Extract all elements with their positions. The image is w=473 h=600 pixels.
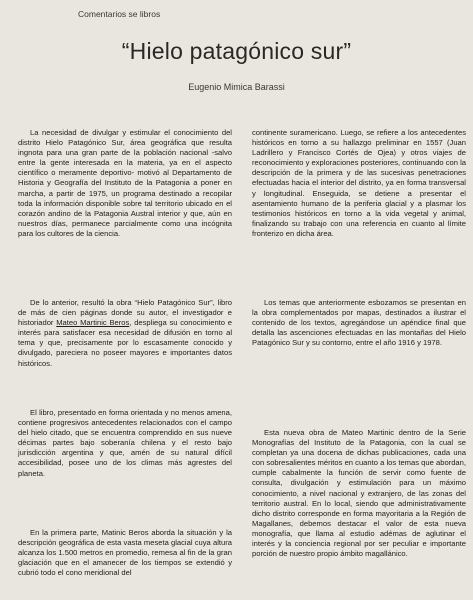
right-paragraph-1: continente suramericano. Luego, se refiere a los antecedentes históricos en torno a su hallazgo preliminar en 1557 (Juan Ladrillero y Francisco Cortés de Ojea) y otros viajes de reconocimiento y exploraciones posteriores, continuando con la descripción de la primera y de las sucesivas penetraciones efectuadas hacia el interior del distrito, ya en forma transversal y longitudinal. Enseguida, se detiene a presentar el asentamiento humano de la periferia glacial y a plasmar los testimonios históricos en torno a la vida vegetal y animal, finalizando su trabajo con una referencia en cuanto al límite fronterizo en dicha área.: [252, 128, 467, 238]
section-label: Comentarios se libros: [78, 9, 161, 19]
article-title: “Hielo patagónico sur”: [121, 38, 352, 64]
right-paragraph-3: Esta nueva obra de Mateo Martinic dentro de la Serie Monografías del Instituto de la Patagonia, con la cual se completan ya una docena de dichas publicaciones, cada una con sobresalientes méritos en cuanto a los temas que abordan, cumple cabalmente la función de servir como fuente de consulta, divulgación y estimulación para un máximo conocimiento, a nivel nacional y extranjero, de las zonas del territorio austral. En lo local, siendo que administrativamente dicho distrito corresponde en forma mayoritaria a la Región de Magallanes, debemos destacar el valor de esta nueva monografía, que llama al estudio adémas de aglutinar el interés y la conciencia regional por ser peculiar e importante porción de nuestro propio ámbito magallánico.: [252, 428, 466, 559]
article-author: Eugenio Mimica Barassi: [188, 82, 285, 92]
left-paragraph-3: El libro, presentado en forma orientada y no menos amena, contiene progresivos antecedentes relacionados con el campo del hielo citado, que se encuentra comprendido en sus nueve décimas partes bajo soberanía chilena y el resto bajo jurisdicción argentina y que, amén de su natural difícil accesibilidad, posee uno de los climas más agrestes del planeta.: [18, 408, 232, 478]
right-paragraph-2: Los temas que anteriormente esbozamos se presentan en la obra complementados por mapas, destinados a ilustrar el contenido de los textos, agregándose un apéndice final que detalla las ascenciones efectuadas en las montañas del Hielo Patagónico Sur y su contorno, entre el año 1916 y 1978.: [252, 298, 466, 348]
left-paragraph-1: La necesidad de divulgar y estimular el conocimiento del distrito Hielo Patagónico Sur, área geográfica que resulta ingnota para una gran parte de la población nacional -salvo entre la gente interesada en la materia, ya en el aspecto científico o meramente deportivo- motivó al Departamento de Historia y Geografía del Instituto de la Patagonia a poner en marcha, a partir de 1975, un programa destinado a recopilar toda la información disponible sobre tal territorio ubicado en el corazón andino de la Patagonia Austral interior y que, aún en nuestros días, permanece parcialmente como una incógnita para los cultores de la ciencia.: [18, 128, 232, 238]
left-paragraph-2: [18, 298, 232, 369]
author-name-underlined: Mateo Martinic Beros: [56, 318, 130, 328]
left-paragraph-2-text-a: De lo anterior, resultó la obra “Hielo Patagónico Sur”, libro de más de cien páginas donde su autor, el investigador e historiador: [18, 298, 232, 328]
left-paragraph-4: En la primera parte, Matinic Beros aborda la situación y la descripción geográfica de esta vasta meseta glacial cuya altura alcanza los 1.500 metros en promedio, remesa al fin de la gran glaciación que en el amanecer de los tiempos se extendió y cubrió todo el cono meridional del: [18, 528, 232, 578]
left-paragraph-2-text-b: , despliega su conocimiento e interés para satisfacer esa necesidad de difusión en torno al tema y que, precisamente por lo escasamente conocido y divulgado, pareciera no poseer mayores e importantes datos históricos.: [18, 318, 233, 368]
